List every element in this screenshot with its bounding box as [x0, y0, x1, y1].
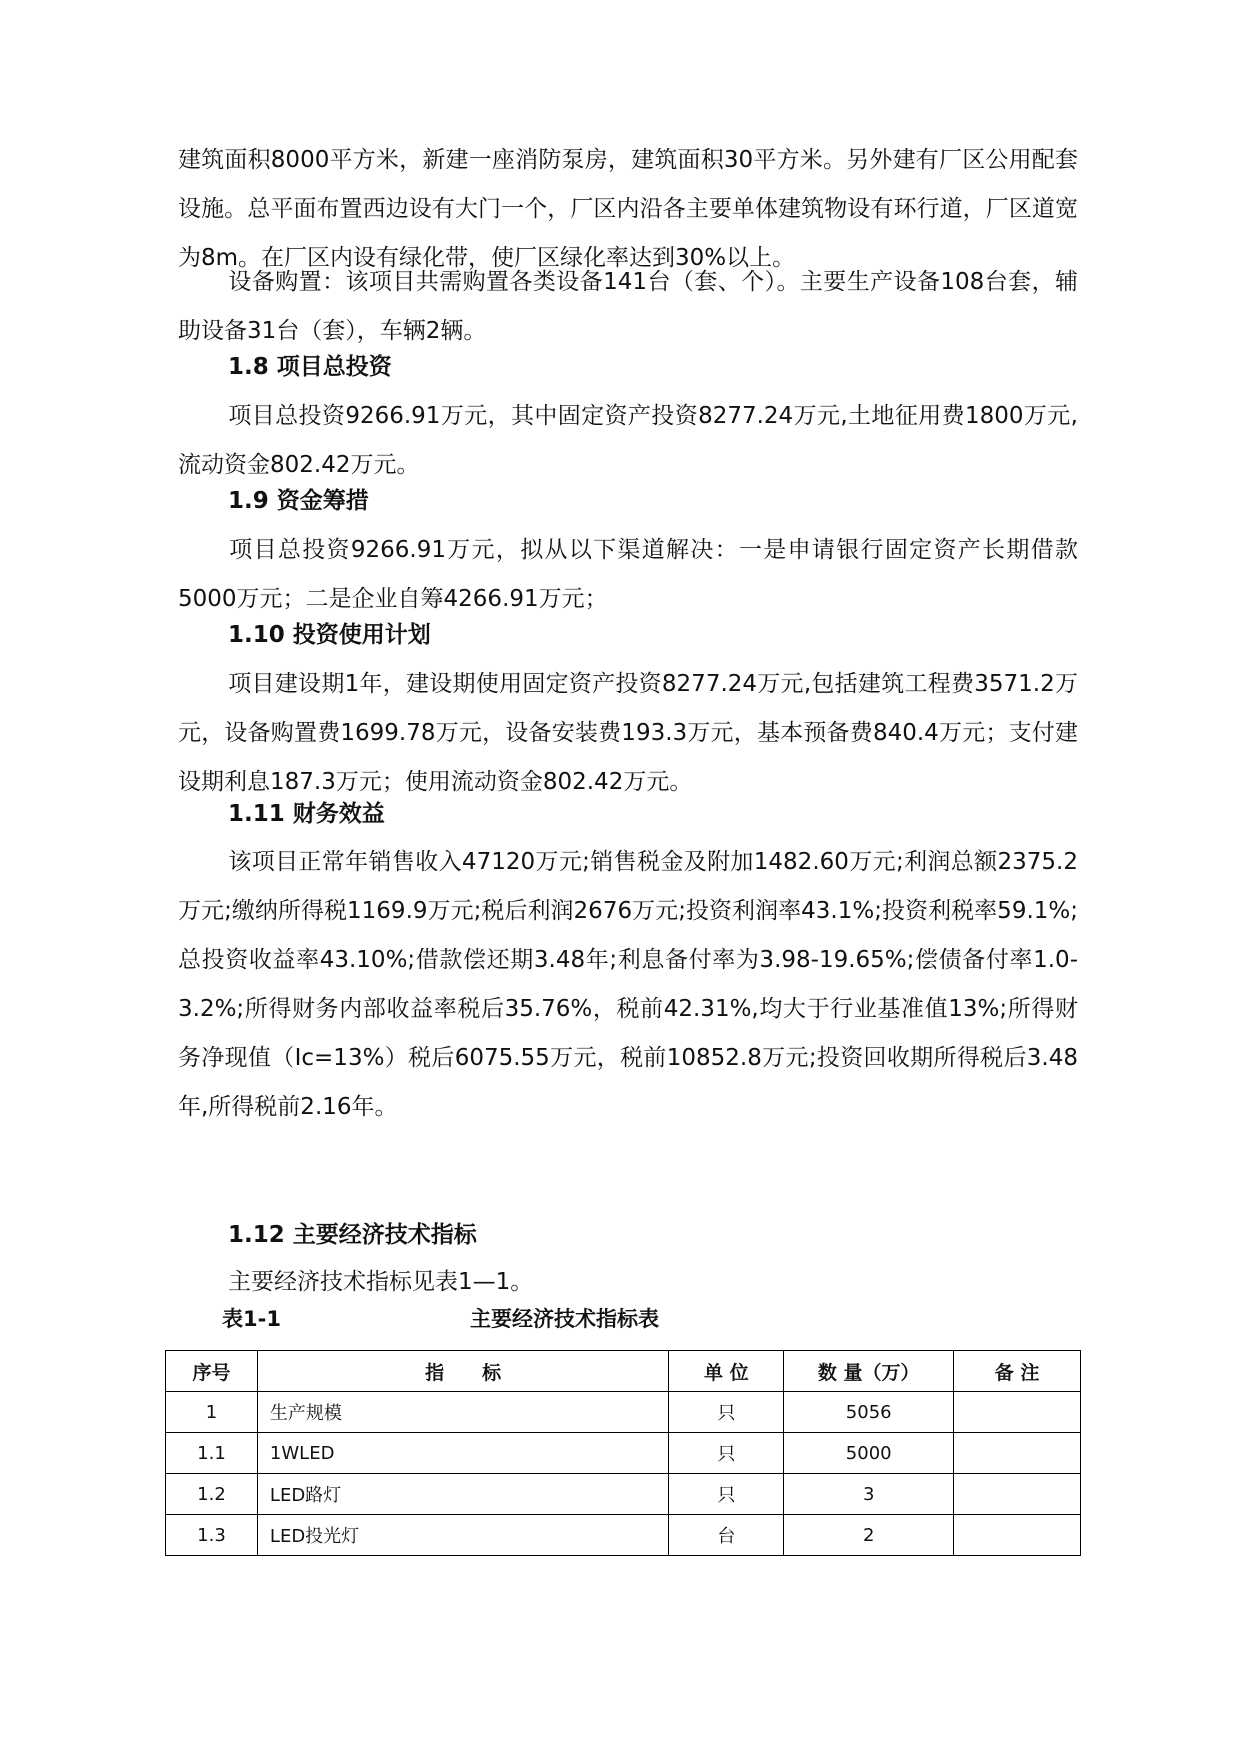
cell-indicator: 生产规模	[257, 1392, 668, 1433]
heading-key-indicators: 1.12 主要经济技术指标	[228, 1222, 477, 1248]
cell-serial: 1.1	[166, 1433, 258, 1474]
cell-unit: 只	[669, 1392, 784, 1433]
cell-serial: 1.3	[166, 1515, 258, 1556]
cell-remarks	[954, 1433, 1081, 1474]
heading-total-investment: 1.8 项目总投资	[228, 354, 392, 380]
cell-indicator: LED路灯	[257, 1474, 668, 1515]
table-caption-number: 表1-1	[222, 1307, 281, 1331]
table-row	[166, 1515, 1081, 1556]
table-row	[166, 1433, 1081, 1474]
cell-quantity: 5000	[784, 1433, 954, 1474]
paragraph-equipment-purchase: 设备购置：该项目共需购置各类设备141台（套、个）。主要生产设备108台套，辅助设备31台（套），车辆2辆。	[178, 269, 1078, 344]
cell-indicator: LED投光灯	[257, 1515, 668, 1556]
cell-serial: 1.2	[166, 1474, 258, 1515]
cell-quantity: 5056	[784, 1392, 954, 1433]
paragraph-investment-plan: 项目建设期1年，建设期使用固定资产投资8277.24万元,包括建筑工程费3571.2万元，设备购置费1699.78万元，设备安装费193.3万元，基本预备费840.4万元；支付建设期利息187.3万元；使用流动资金802.42万元。	[178, 671, 1078, 795]
cell-remarks	[954, 1515, 1081, 1556]
cell-remarks	[954, 1474, 1081, 1515]
table-caption-title: 主要经济技术指标表	[470, 1307, 659, 1331]
cell-unit: 台	[669, 1515, 784, 1556]
header-remarks: 备 注	[954, 1351, 1081, 1392]
paragraph-key-indicators: 主要经济技术指标见表1—1。	[228, 1269, 534, 1295]
header-serial: 序号	[166, 1351, 258, 1392]
cell-unit: 只	[669, 1474, 784, 1515]
paragraph-financial-benefit: 该项目正常年销售收入47120万元;销售税金及附加1482.60万元;利润总额2375.2万元;缴纳所得税1169.9万元;税后利润2676万元;投资利润率43.1%;投资利税率59.1%;总投资收益率43.10%;借款偿还期3.48年;利息备付率为3.98-19.65%;偿债备付率1.0-3.2%;所得财务内部收益率税后35.76%，税前42.31%,均大于行业基准值13%;所得财务净现值（Ic=13%）税后6075.55万元，税前10852.8万元;投资回收期所得税后3.48年,所得税前2.16年。	[178, 849, 1078, 1120]
heading-investment-plan: 1.10 投资使用计划	[228, 622, 431, 648]
cell-unit: 只	[669, 1433, 784, 1474]
cell-indicator: 1WLED	[257, 1433, 668, 1474]
header-unit: 单 位	[669, 1351, 784, 1392]
cell-quantity: 2	[784, 1515, 954, 1556]
table-header-row	[166, 1351, 1081, 1392]
indicators-table	[165, 1350, 1081, 1556]
heading-financial-benefit: 1.11 财务效益	[228, 801, 385, 827]
header-quantity: 数 量（万）	[784, 1351, 954, 1392]
cell-remarks	[954, 1392, 1081, 1433]
cell-serial: 1	[166, 1392, 258, 1433]
paragraph-fund-raising: 项目总投资9266.91万元，拟从以下渠道解决：一是申请银行固定资产长期借款5000万元；二是企业自筹4266.91万元；	[178, 537, 1078, 612]
table-row	[166, 1392, 1081, 1433]
table-row	[166, 1474, 1081, 1515]
cell-quantity: 3	[784, 1474, 954, 1515]
heading-fund-raising: 1.9 资金筹措	[228, 488, 369, 514]
paragraph-site-layout: 建筑面积8000平方米，新建一座消防泵房，建筑面积30平方米。另外建有厂区公用配套设施。总平面布置西边设有大门一个，厂区内沿各主要单体建筑物设有环行道，厂区道宽为8m。在厂区内设有绿化带，使厂区绿化率达到30%以上。	[178, 147, 1078, 271]
paragraph-total-investment: 项目总投资9266.91万元，其中固定资产投资8277.24万元,土地征用费1800万元,流动资金802.42万元。	[178, 403, 1078, 478]
header-indicator: 指 标	[257, 1351, 668, 1392]
